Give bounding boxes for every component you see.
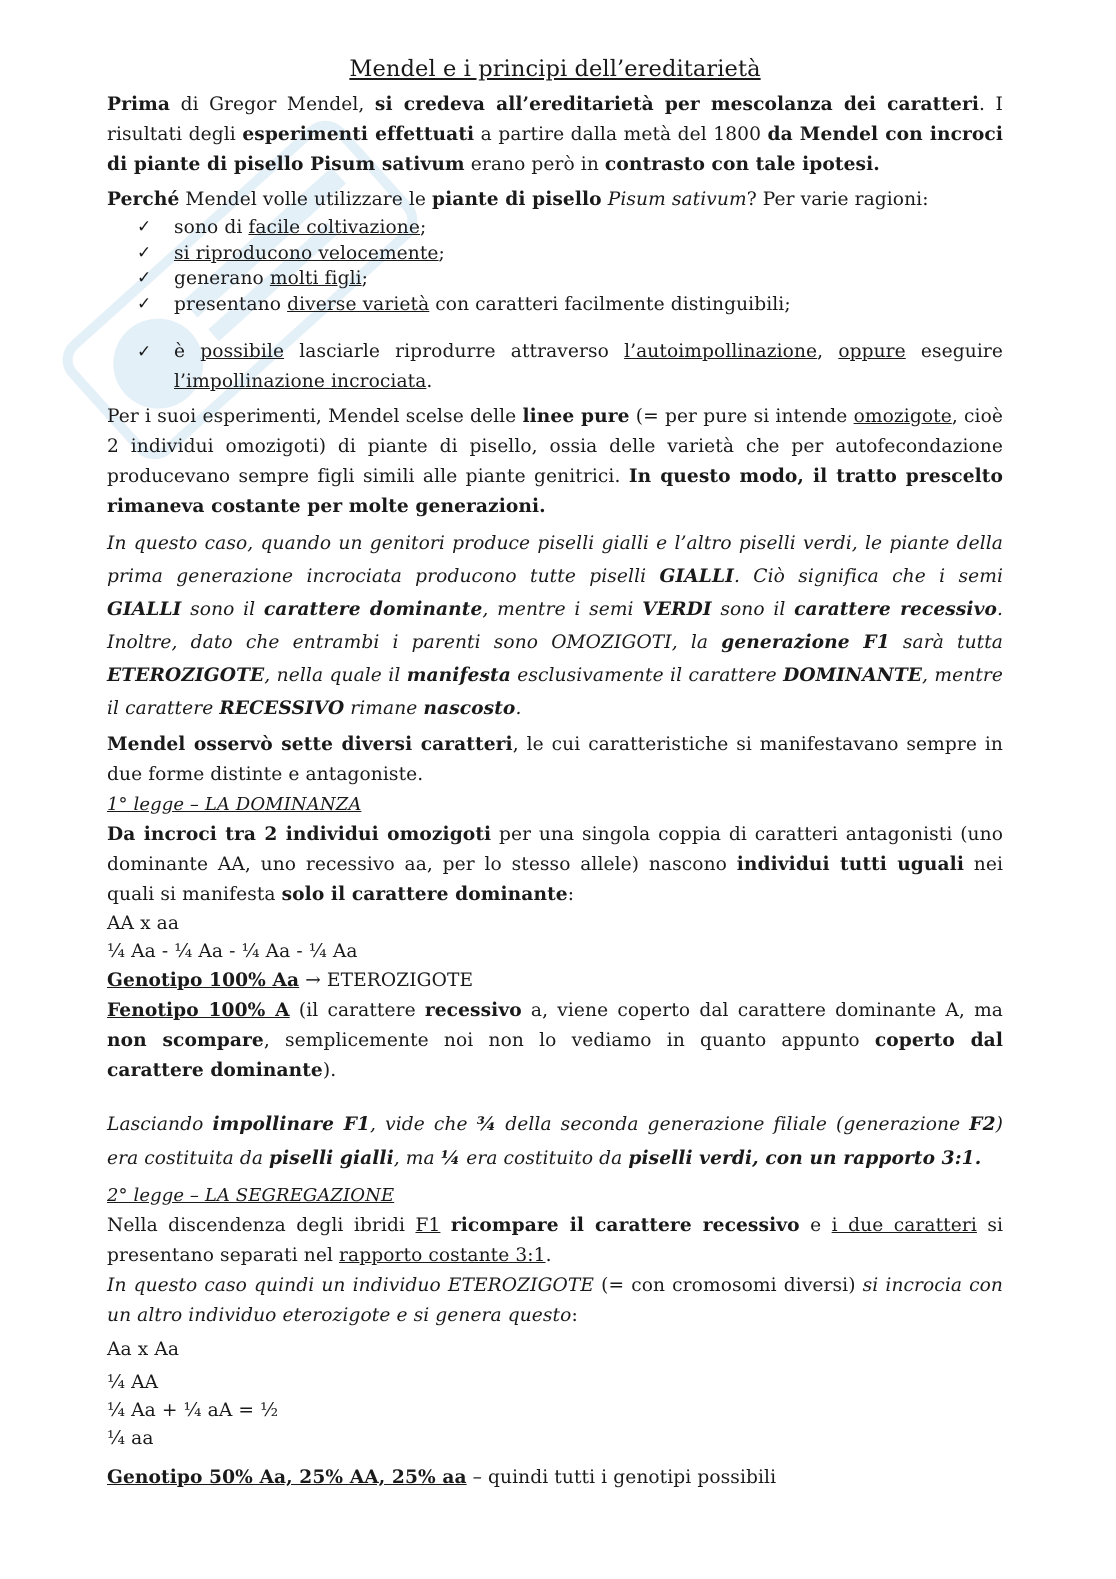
list-item: ✓ generano molti figli; — [137, 266, 1003, 292]
law2-paragraph: Nella discendenza degli ibridi F1 ricompare il carattere recessivo e i due caratteri si presentano separati nel rapporto costante 3:1. — [107, 1215, 1004, 1266]
law2-result-2: ¼ Aa + ¼ aA = ½ — [107, 1400, 279, 1421]
list-item: ✓ si riproducono velocemente; — [137, 241, 1003, 267]
list-item: ✓ sono di facile coltivazione; — [137, 215, 1003, 241]
list-item: ✓ presentano diverse varietà con caratteri facilmente distinguibili; — [137, 292, 1003, 318]
law2-heading: 2° legge – LA SEGREGAZIONE — [107, 1185, 395, 1206]
list-item: ✓ è possibile lasciarle riprodurre attraverso l’autoimpollinazione, oppure eseguire l’impollinazione incrociata. — [137, 337, 1003, 397]
f1-paragraph: In questo caso, quando un genitori produce piselli gialli e l’altro piselli verdi, le piante della prima generazione incrociata producono tutte piselli GIALLI. Ciò significa che i semi GIALLI sono il carattere dominante, mentre i semi VERDI sono il carattere recessivo. Inoltre, dato che entrambi i parenti sono OMOZIGOTI, la generazione F1 sarà tutta ETEROZIGOTE, nella quale il manifesta esclusivamente il carattere DOMINANTE, mentre il carattere RECESSIVO rimane nascosto. — [107, 533, 1003, 719]
law2-result-1: ¼ AA — [107, 1372, 159, 1393]
checkmark-icon: ✓ — [137, 217, 152, 237]
law2-genotype: Genotipo 50% Aa, 25% AA, 25% aa – quindi tutti i genotipi possibili — [107, 1467, 777, 1488]
checkmark-icon: ✓ — [137, 342, 152, 362]
law1-result: ¼ Aa - ¼ Aa - ¼ Aa - ¼ Aa — [107, 941, 358, 962]
law1-phenotype: Fenotipo 100% A (il carattere recessivo a, viene coperto dal carattere dominante A, ma non scompare, semplicemente noi non lo vediamo in quanto appunto coperto dal carattere dominante). — [107, 1000, 1003, 1081]
document-page — [107, 52, 1003, 1493]
checkmark-icon: ✓ — [137, 242, 152, 263]
arrow-icon: → — [299, 970, 327, 991]
law2-result-3: ¼ aa — [107, 1428, 154, 1449]
f2-paragraph: Lasciando impollinare F1, vide che ¾ della seconda generazione filiale (generazione F2) era costituita da piselli gialli, ma ¼ era costituito da piselli verdi, con un rapporto 3:1. — [107, 1114, 1003, 1169]
seven-traits-paragraph: Mendel osservò sette diversi caratteri, le cui caratteristiche si manifestavano sempre in due forme distinte e antagoniste. — [107, 734, 1003, 785]
law1-cross: AA x aa — [107, 913, 180, 934]
checkmark-icon: ✓ — [137, 293, 152, 314]
checkmark-icon: ✓ — [137, 268, 152, 288]
page-title: Mendel e i principi dell’ereditarietà — [349, 56, 761, 82]
reasons-list — [107, 215, 1003, 397]
law1-heading: 1° legge – LA DOMINANZA — [107, 794, 362, 815]
intro-paragraph: Prima di Gregor Mendel, si credeva all’ereditarietà per mescolanza dei caratteri. I risultati degli esperimenti effettuati a partire dalla metà del 1800 da Mendel con incroci di piante di pisello Pisum sativum erano però in contrasto con tale ipotesi. — [107, 94, 1004, 175]
law1-genotype: Genotipo 100% Aa → ETEROZIGOTE — [107, 970, 474, 991]
pure-lines-paragraph: Per i suoi esperimenti, Mendel scelse delle linee pure (= per pure si intende omozigote, cioè 2 individui omozigoti) di piante di pisello, ossia delle varietà che per autofecondazione producevano sempre figli simili alle piante genitrici. In questo modo, il tratto prescelto rimaneva costante per molte generazioni. — [107, 406, 1003, 517]
law2-cross: Aa x Aa — [107, 1339, 180, 1360]
reasons-intro: Perché Mendel volle utilizzare le piante di pisello Pisum sativum? Per varie ragioni: — [107, 189, 929, 210]
law2-cross-intro: In questo caso quindi un individuo ETEROZIGOTE (= con cromosomi diversi) si incrocia con un altro individuo eterozigote e si genera questo: — [107, 1275, 1004, 1326]
law1-paragraph: Da incroci tra 2 individui omozigoti per una singola coppia di caratteri antagonisti (uno dominante AA, uno recessivo aa, per lo stesso allele) nascono individui tutti uguali nei quali si manifesta solo il carattere dominante: — [107, 824, 1003, 905]
